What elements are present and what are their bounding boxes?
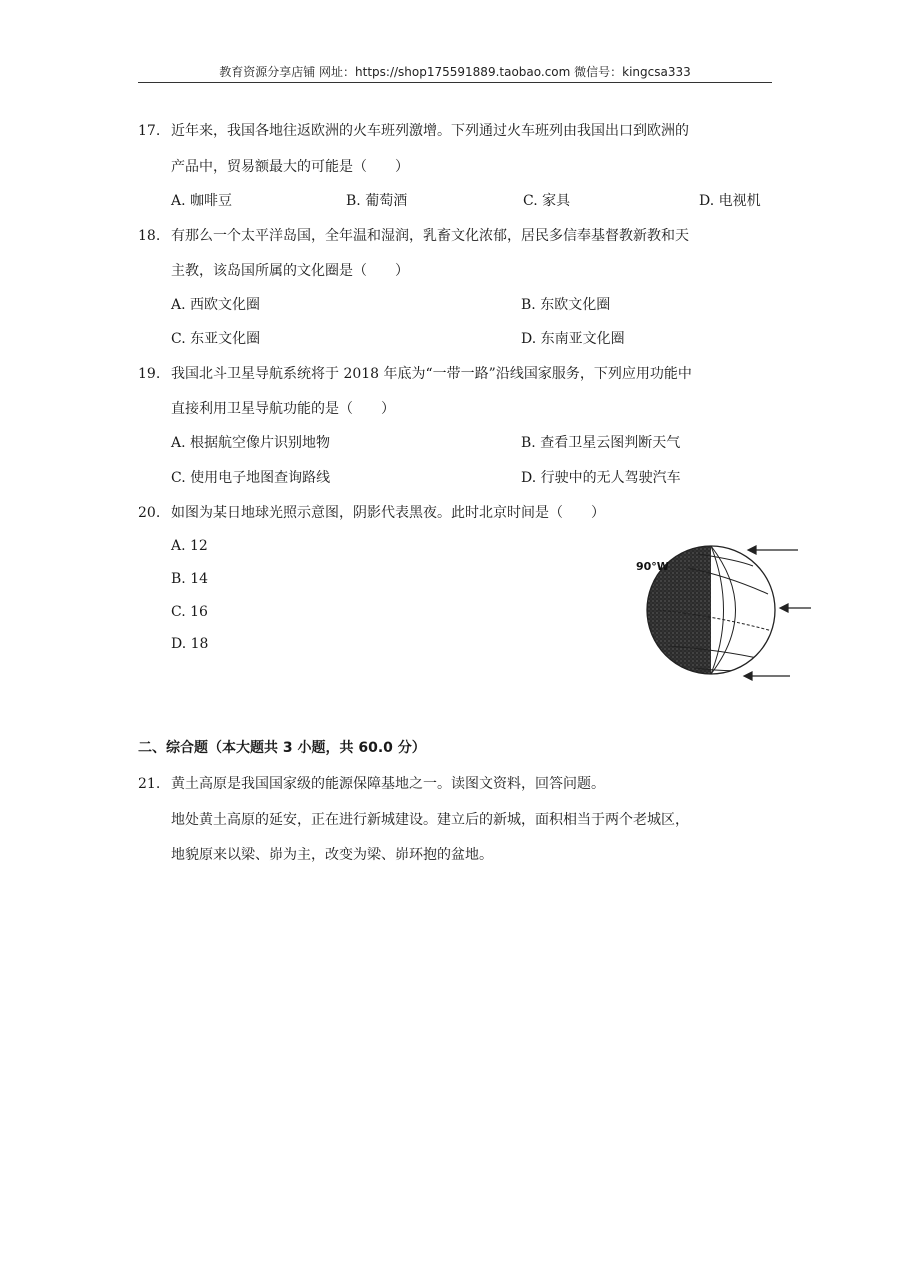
earth-illumination-figure bbox=[628, 536, 818, 688]
question-text: 黄土高原是我国国家级的能源保障基地之一。读图文资料，回答问题。 bbox=[171, 776, 605, 792]
option-d: D. 东南亚文化圈 bbox=[521, 331, 625, 347]
header-rule bbox=[138, 82, 772, 83]
option-a: A. 根据航空像片识别地物 bbox=[171, 435, 331, 451]
option-c: C. 东亚文化圈 bbox=[171, 331, 261, 347]
option-b: B. 东欧文化圈 bbox=[521, 297, 611, 313]
question-text: 直接利用卫星导航功能的是（ ） bbox=[171, 401, 395, 417]
option-b: B. 葡萄酒 bbox=[346, 193, 408, 209]
question-number: 21. bbox=[138, 776, 161, 792]
option-a: A. 12 bbox=[171, 538, 208, 554]
question-number: 20. bbox=[138, 505, 161, 521]
section-title: 二、综合题（本大题共 3 小题，共 60.0 分） bbox=[138, 740, 426, 756]
question-text: 有那么一个太平洋岛国，全年温和湿润，乳畜文化浓郁，居民多信奉基督教新教和天 bbox=[171, 228, 689, 244]
earth-illumination-diagram bbox=[628, 536, 818, 688]
question-text: 产品中，贸易额最大的可能是（ ） bbox=[171, 159, 409, 175]
option-c: C. 16 bbox=[171, 604, 208, 620]
question-number: 17. bbox=[138, 123, 161, 139]
longitude-label: 90°W bbox=[636, 560, 669, 573]
page-header: 教育资源分享店铺 网址：https://shop175591889.taobao.com 微信号：kingcsa333 bbox=[219, 65, 691, 79]
option-a: A. 西欧文化圈 bbox=[171, 297, 261, 313]
option-b: B. 查看卫星云图判断天气 bbox=[521, 435, 681, 451]
question-text: 近年来，我国各地往返欧洲的火车班列激增。下列通过火车班列由我国出口到欧洲的 bbox=[171, 123, 689, 139]
option-b: B. 14 bbox=[171, 571, 209, 587]
option-c: C. 家具 bbox=[523, 193, 571, 209]
question-number: 19. bbox=[138, 366, 161, 382]
question-text: 如图为某日地球光照示意图，阴影代表黑夜。此时北京时间是（ ） bbox=[171, 505, 605, 521]
option-d: D. 电视机 bbox=[699, 193, 761, 209]
question-text: 地处黄土高原的延安，正在进行新城建设。建立后的新城，面积相当于两个老城区， bbox=[171, 812, 689, 828]
sunlight-arrows bbox=[744, 546, 811, 680]
question-text: 地貌原来以梁、峁为主，改变为梁、峁环抱的盆地。 bbox=[171, 847, 493, 863]
question-number: 18. bbox=[138, 228, 161, 244]
option-d: D. 18 bbox=[171, 636, 209, 652]
question-text: 我国北斗卫星导航系统将于 2018 年底为“一带一路”沿线国家服务，下列应用功能中 bbox=[171, 366, 692, 382]
option-a: A. 咖啡豆 bbox=[171, 193, 233, 209]
option-d: D. 行驶中的无人驾驶汽车 bbox=[521, 470, 681, 486]
question-text: 主教，该岛国所属的文化圈是（ ） bbox=[171, 263, 409, 279]
option-c: C. 使用电子地图查询路线 bbox=[171, 470, 331, 486]
